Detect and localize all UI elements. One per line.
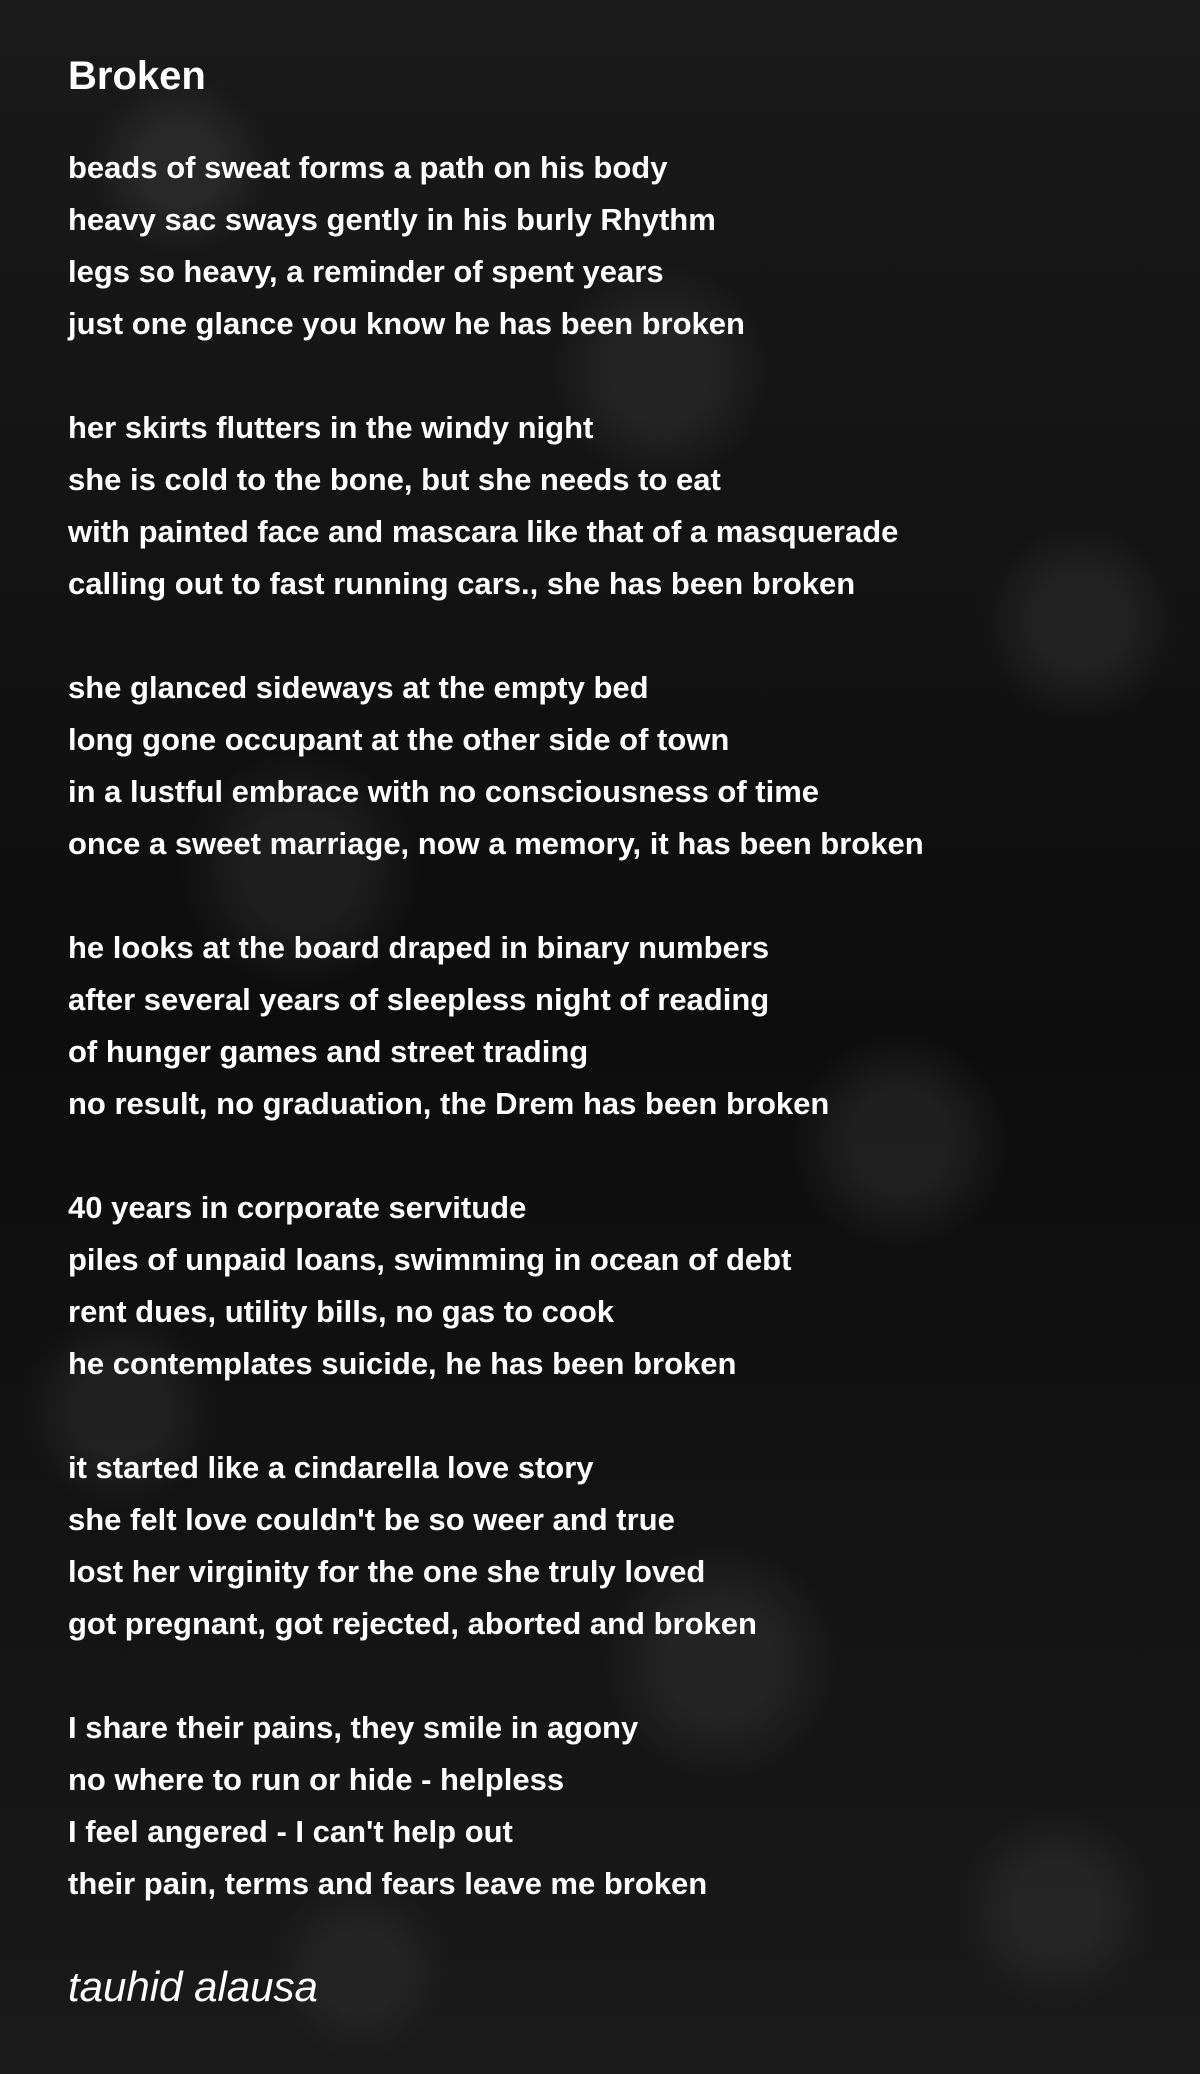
poem-line: once a sweet marriage, now a memory, it has been broken xyxy=(68,826,924,861)
poem-line: rent dues, utility bills, no gas to cook xyxy=(68,1294,615,1329)
poem-line: got pregnant, got rejected, aborted and broken xyxy=(68,1606,757,1641)
poem-line: their pain, terms and fears leave me broken xyxy=(68,1866,708,1901)
poem-line: I feel angered - I can't help out xyxy=(68,1814,513,1849)
poem-line: she is cold to the bone, but she needs to eat xyxy=(68,462,721,497)
poem-line: I share their pains, they smile in agony xyxy=(68,1710,639,1745)
poem-line: piles of unpaid loans, swimming in ocean of debt xyxy=(68,1242,792,1277)
poem-line: no result, no graduation, the Drem has been broken xyxy=(68,1086,830,1121)
poem-line: with painted face and mascara like that of a masquerade xyxy=(68,514,899,549)
poem-line: after several years of sleepless night of reading xyxy=(68,982,770,1017)
poem-title: Broken xyxy=(68,54,206,98)
poem-line: legs so heavy, a reminder of spent years xyxy=(68,254,664,289)
poem-line: she felt love couldn't be so weer and true xyxy=(68,1502,675,1537)
poem-line: lost her virginity for the one she truly loved xyxy=(68,1554,706,1589)
poem-line: no where to run or hide - helpless xyxy=(68,1762,565,1797)
poem-line: beads of sweat forms a path on his body xyxy=(68,150,668,185)
poem-line: 40 years in corporate servitude xyxy=(68,1190,527,1225)
poem-line: heavy sac sways gently in his burly Rhythm xyxy=(68,202,716,237)
poem-line: he looks at the board draped in binary numbers xyxy=(68,930,770,965)
poem-line: of hunger games and street trading xyxy=(68,1034,589,1069)
stanza-4 xyxy=(68,922,1168,1130)
stanza-6 xyxy=(68,1442,1168,1650)
poem-line: he contemplates suicide, he has been broken xyxy=(68,1346,737,1381)
stanza-3 xyxy=(68,662,1168,870)
poem-line: just one glance you know he has been broken xyxy=(68,306,745,341)
poem-line: calling out to fast running cars., she has been broken xyxy=(68,566,856,601)
poem-line: it started like a cindarella love story xyxy=(68,1450,594,1485)
stanza-2 xyxy=(68,402,1168,610)
poem-line: long gone occupant at the other side of town xyxy=(68,722,730,757)
stanza-1 xyxy=(68,142,1168,350)
poem-line: she glanced sideways at the empty bed xyxy=(68,670,649,705)
poem-line: her skirts flutters in the windy night xyxy=(68,410,594,445)
poem-line: in a lustful embrace with no consciousness of time xyxy=(68,774,820,809)
stanza-5 xyxy=(68,1182,1168,1390)
poem-author: tauhid alausa xyxy=(68,1963,318,2010)
poem xyxy=(68,52,1168,2012)
stanza-7 xyxy=(68,1702,1168,1910)
